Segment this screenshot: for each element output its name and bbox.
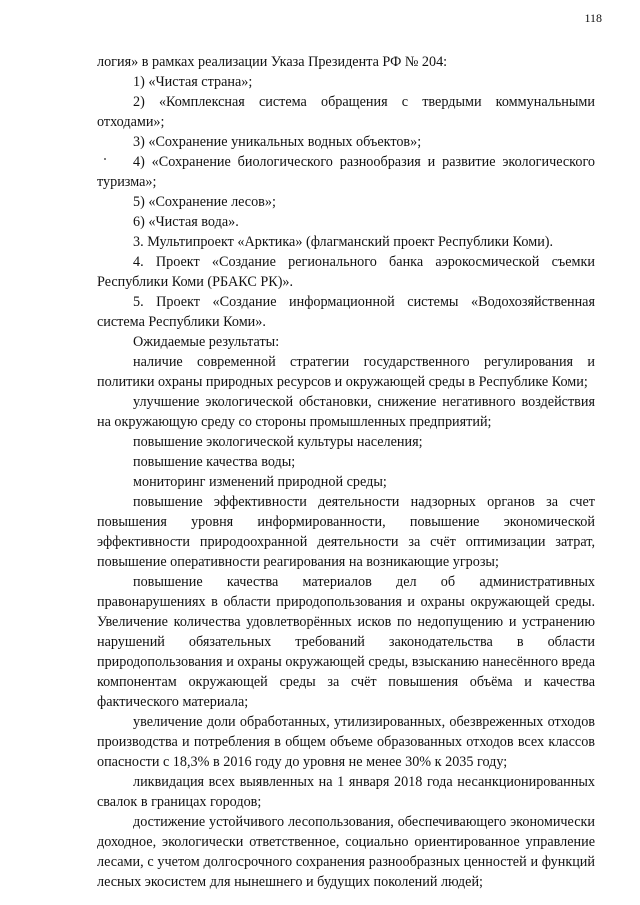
paragraph: наличие современной стратегии государственного регулирования и политики охраны природных ресурсов и окружающей среды в Республике Коми; (97, 354, 595, 390)
paragraph: повышение качества материалов дел об административных правонарушениях в области природопользования и охраны окружающей среды. Увеличение количества удовлетворённых исков по недопущению и устранению нарушений обязательных требований законодательства в области природопользования и охраны окружающей среды, взысканию нанесённого вреда компонентам окружающей среды за счёт повышения объёма и качества фактического материала; (97, 574, 595, 710)
paragraph: 5) «Сохранение лесов»; (133, 194, 276, 210)
paragraph: 5. Проект «Создание информационной системы «Водохозяйственная система Республики Коми». (97, 294, 595, 330)
paragraph: 3) «Сохранение уникальных водных объектов»; (133, 134, 422, 150)
paragraph: 3. Мультипроект «Арктика» (флагманский проект Республики Коми). (133, 234, 554, 250)
paragraph: улучшение экологической обстановки, снижение негативного воздействия на окружающую среду со стороны промышленных предприятий; (97, 394, 595, 430)
page-number: 118 (584, 11, 602, 25)
paragraph: 4) «Сохранение биологического разнообразия и развитие экологического туризма»; (97, 154, 595, 190)
paragraph: Ожидаемые результаты: (133, 334, 280, 350)
paragraph: увеличение доли обработанных, утилизированных, обезвреженных отходов производства и потребления в общем объеме образованных отходов всех классов опасности с 18,3% в 2016 году до уровня не менее 30% к 2035 году; (97, 714, 595, 770)
paragraph: 2) «Комплексная система обращения с твердыми коммунальными отходами»; (97, 94, 595, 130)
paragraph: 6) «Чистая вода». (133, 214, 239, 230)
document-body (97, 52, 595, 892)
paragraph: повышение эффективности деятельности надзорных органов за счет повышения уровня информированности, повышение экономической эффективности природоохранной деятельности за счёт оптимизации затрат, повышение оперативности реагирования на возникающие угрозы; (97, 494, 595, 570)
paragraph: достижение устойчивого лесопользования, обеспечивающего экономически доходное, экологически ответственное, социально ориентированное управление лесами, с учетом долгосрочного сохранения разнообразных ценностей и функций лесных экосистем для нынешнего и будущих поколений людей; (97, 814, 595, 890)
paragraph: повышение экологической культуры населения; (133, 434, 423, 450)
paragraph: 4. Проект «Создание регионального банка аэрокосмической съемки Республики Коми (РБАКС РК)». (97, 254, 595, 290)
paragraph: 1) «Чистая страна»; (133, 74, 253, 90)
paragraph: повышение качества воды; (133, 454, 296, 470)
paragraph: ликвидация всех выявленных на 1 января 2018 года несанкционированных свалок в границах городов; (97, 774, 595, 810)
paragraph: мониторинг изменений природной среды; (133, 474, 387, 490)
paragraph: логия» в рамках реализации Указа Президента РФ № 204: (97, 54, 448, 70)
